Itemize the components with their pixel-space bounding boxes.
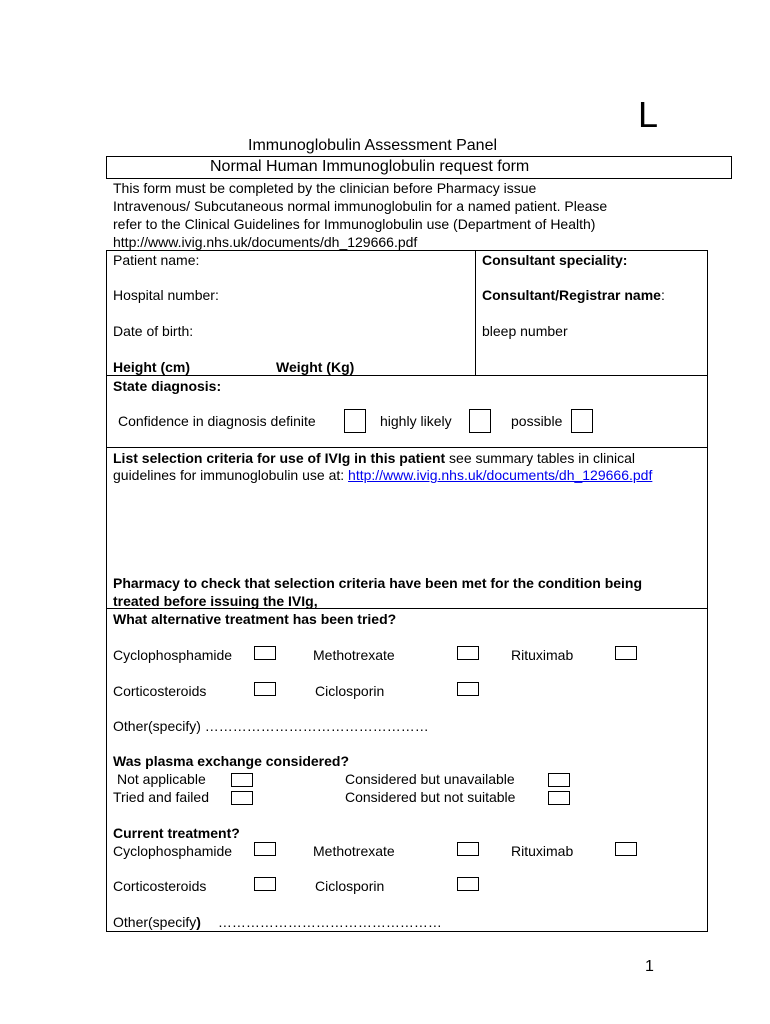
considered-not-suitable-checkbox[interactable] bbox=[548, 791, 570, 805]
highly-likely-label: highly likely bbox=[380, 413, 452, 429]
intro-line-1: This form must be completed by the clinician before Pharmacy issue bbox=[113, 180, 537, 196]
cur-ciclosporin-label: Ciclosporin bbox=[315, 878, 385, 894]
cur-ciclosporin-checkbox[interactable] bbox=[457, 877, 479, 891]
alt-cyclophosphamide-label: Cyclophosphamide bbox=[113, 647, 233, 663]
bleep-number-label: bleep number bbox=[482, 323, 568, 339]
not-applicable-label: Not applicable bbox=[117, 771, 206, 787]
weight-label: Weight (Kg) bbox=[276, 359, 355, 375]
page-number: 1 bbox=[645, 958, 654, 975]
cur-methotrexate-checkbox[interactable] bbox=[457, 842, 479, 856]
not-applicable-checkbox[interactable] bbox=[231, 773, 253, 787]
considered-unavailable-label: Considered but unavailable bbox=[345, 771, 515, 787]
row-divider-1 bbox=[106, 375, 707, 376]
state-diagnosis-label: State diagnosis: bbox=[113, 378, 222, 394]
alt-methotrexate-checkbox[interactable] bbox=[457, 646, 479, 660]
alt-cyclophosphamide-checkbox[interactable] bbox=[254, 646, 276, 660]
possible-checkbox[interactable] bbox=[571, 409, 593, 433]
cur-corticosteroids-label: Corticosteroids bbox=[113, 878, 207, 894]
definite-checkbox[interactable] bbox=[344, 409, 366, 433]
date-of-birth-label: Date of birth: bbox=[113, 323, 194, 339]
selection-criteria-heading: List selection criteria for use of IVIg in this patient bbox=[113, 450, 446, 466]
alternative-treatment-heading: What alternative treatment has been tried? bbox=[113, 611, 397, 627]
cur-methotrexate-label: Methotrexate bbox=[313, 843, 395, 859]
guidelines-link[interactable]: http://www.ivig.nhs.uk/documents/dh_129666.pdf bbox=[348, 467, 653, 483]
hospital-number-label: Hospital number: bbox=[113, 287, 219, 303]
patient-name-label: Patient name: bbox=[113, 252, 200, 268]
cur-other-specify bbox=[113, 914, 442, 930]
pharmacy-check-line-1: Pharmacy to check that selection criteria have been met for the condition being bbox=[113, 575, 643, 591]
intro-line-3: refer to the Clinical Guidelines for Immunoglobulin use (Department of Health) bbox=[113, 216, 596, 232]
alt-rituximab-label: Rituximab bbox=[511, 647, 574, 663]
tried-and-failed-checkbox[interactable] bbox=[231, 791, 253, 805]
alt-rituximab-checkbox[interactable] bbox=[615, 646, 637, 660]
current-treatment-heading: Current treatment? bbox=[113, 825, 240, 841]
highly-likely-checkbox[interactable] bbox=[469, 409, 491, 433]
considered-unavailable-checkbox[interactable] bbox=[548, 773, 570, 787]
alt-corticosteroids-label: Corticosteroids bbox=[113, 683, 207, 699]
consultant-name-colon: : bbox=[660, 287, 665, 303]
form-title: Normal Human Immunoglobulin request form bbox=[210, 158, 530, 175]
intro-line-2: Intravenous/ Subcutaneous normal immunoglobulin for a named patient. Please bbox=[113, 198, 608, 214]
cur-corticosteroids-checkbox[interactable] bbox=[254, 877, 276, 891]
panel-title: Immunoglobulin Assessment Panel bbox=[248, 137, 498, 154]
selection-guidelines-text: guidelines for immunoglobulin use at: bbox=[113, 467, 349, 483]
selection-criteria-note: see summary tables in clinical bbox=[445, 450, 636, 466]
cur-other-dots: ………………………………………… bbox=[217, 914, 442, 930]
alt-ciclosporin-checkbox[interactable] bbox=[457, 682, 479, 696]
patient-column-divider bbox=[475, 250, 476, 375]
possible-label: possible bbox=[511, 413, 563, 429]
alt-ciclosporin-label: Ciclosporin bbox=[315, 683, 385, 699]
tried-and-failed-label: Tried and failed bbox=[113, 789, 209, 805]
pharmacy-check-line-2: treated before issuing the IVIg, bbox=[113, 593, 318, 609]
considered-not-suitable-label: Considered but not suitable bbox=[345, 789, 516, 805]
cur-cyclophosphamide-label: Cyclophosphamide bbox=[113, 843, 233, 859]
alt-other-specify: Other(specify) ………………………………………… bbox=[113, 718, 429, 734]
cur-cyclophosphamide-checkbox[interactable] bbox=[254, 842, 276, 856]
alt-methotrexate-label: Methotrexate bbox=[313, 647, 395, 663]
row-divider-2 bbox=[106, 447, 707, 448]
cur-other-paren: ) bbox=[196, 914, 201, 930]
consultant-speciality-label: Consultant speciality: bbox=[482, 252, 628, 268]
consultant-name-label: Consultant/Registrar name bbox=[482, 287, 661, 303]
cur-other-label: Other(specify bbox=[113, 914, 197, 930]
confidence-definite-label: Confidence in diagnosis definite bbox=[118, 413, 316, 429]
intro-line-4: http://www.ivig.nhs.uk/documents/dh_129666.pdf bbox=[113, 234, 418, 250]
alt-corticosteroids-checkbox[interactable] bbox=[254, 682, 276, 696]
selection-criteria-line-2 bbox=[113, 467, 652, 483]
height-label: Height (cm) bbox=[113, 359, 190, 375]
plasma-exchange-heading: Was plasma exchange considered? bbox=[113, 753, 350, 769]
cur-rituximab-label: Rituximab bbox=[511, 843, 574, 859]
corner-letter: L bbox=[638, 94, 659, 135]
cur-rituximab-checkbox[interactable] bbox=[615, 842, 637, 856]
consultant-name-row bbox=[482, 287, 665, 303]
selection-criteria-line-1 bbox=[113, 450, 635, 466]
